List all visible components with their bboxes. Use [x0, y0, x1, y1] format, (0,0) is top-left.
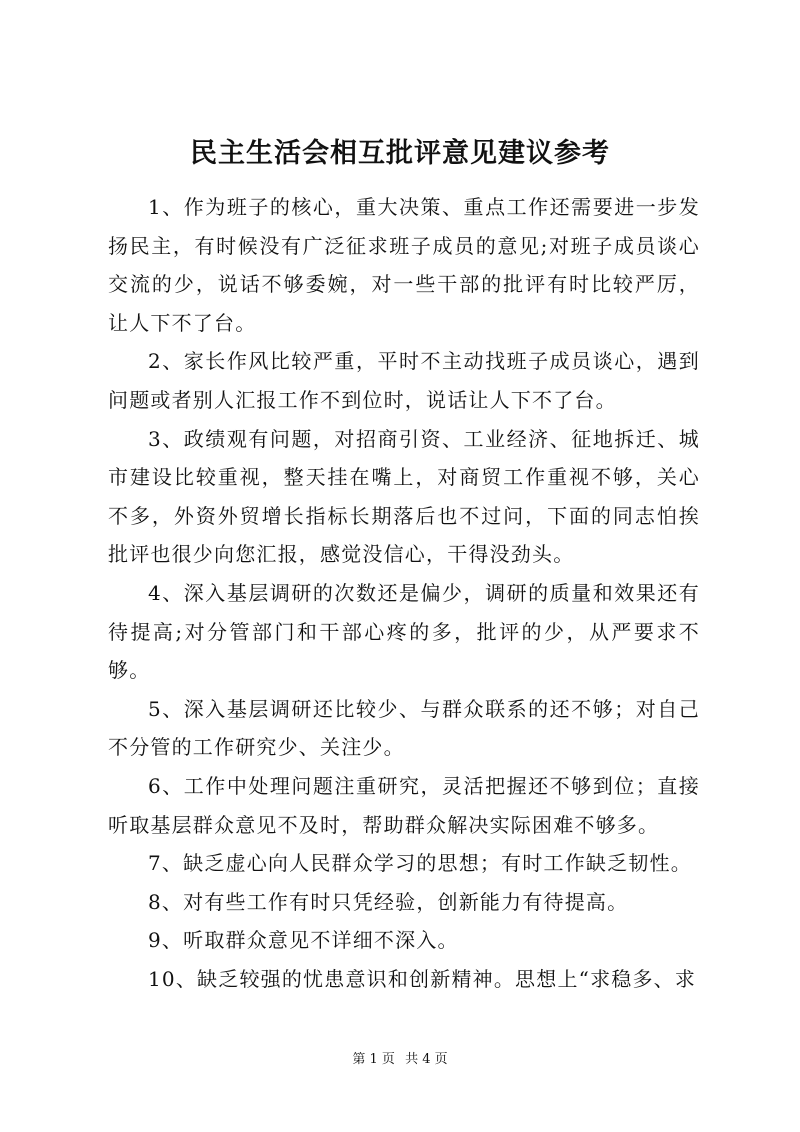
paragraph-9: 9、听取群众意见不详细不深入。 [148, 928, 459, 953]
paragraph-4: 4、深入基层调研的次数还是偏少，调研的质量和效果还有待提高;对分管部门和干部心疼的多，批评的少，从严要求不够。 [108, 580, 700, 683]
paragraph-3: 3、政绩观有问题，对招商引资、工业经济、征地拆迁、城市建设比较重视，整天挂在嘴上，对商贸工作重视不够，关心不多，外资外贸增长指标长期落后也不过问，下面的同志怕挨批评也很少向您汇报，感觉没信心，干得没劲头。 [108, 426, 700, 567]
paragraph-8: 8、对有些工作有时只凭经验，创新能力有待提高。 [148, 889, 629, 914]
paragraph-7: 7、缺乏虚心向人民群众学习的思想；有时工作缺乏韧性。 [148, 851, 692, 876]
page-footer [0, 1050, 800, 1070]
document-body [108, 188, 700, 998]
document-title: 民主生活会相互批评意见建议参考 [190, 138, 610, 169]
paragraph-2: 2、家长作风比较严重，平时不主动找班子成员谈心，遇到问题或者别人汇报工作不到位时，说话让人下不了台。 [108, 349, 700, 412]
paragraph-1: 1、作为班子的核心，重大决策、重点工作还需要进一步发扬民主，有时候没有广泛征求班子成员的意见;对班子成员谈心交流的少，说话不够委婉，对一些干部的批评有时比较严厉，让人下不了台。 [108, 195, 700, 335]
paragraph-6: 6、工作中处理问题注重研究，灵活把握还不够到位；直接听取基层群众意见不及时，帮助群众解决实际困难不够多。 [108, 773, 700, 837]
page-number: 第 1 页 [352, 1052, 395, 1067]
paragraph-10: 10、缺乏较强的忧患意识和创新精神。思想上“求稳多、求 [148, 966, 697, 991]
paragraph-5: 5、深入基层调研还比较少、与群众联系的还不够；对自己不分管的工作研究少、关注少。 [108, 696, 700, 760]
total-pages: 共 4 页 [405, 1052, 448, 1067]
